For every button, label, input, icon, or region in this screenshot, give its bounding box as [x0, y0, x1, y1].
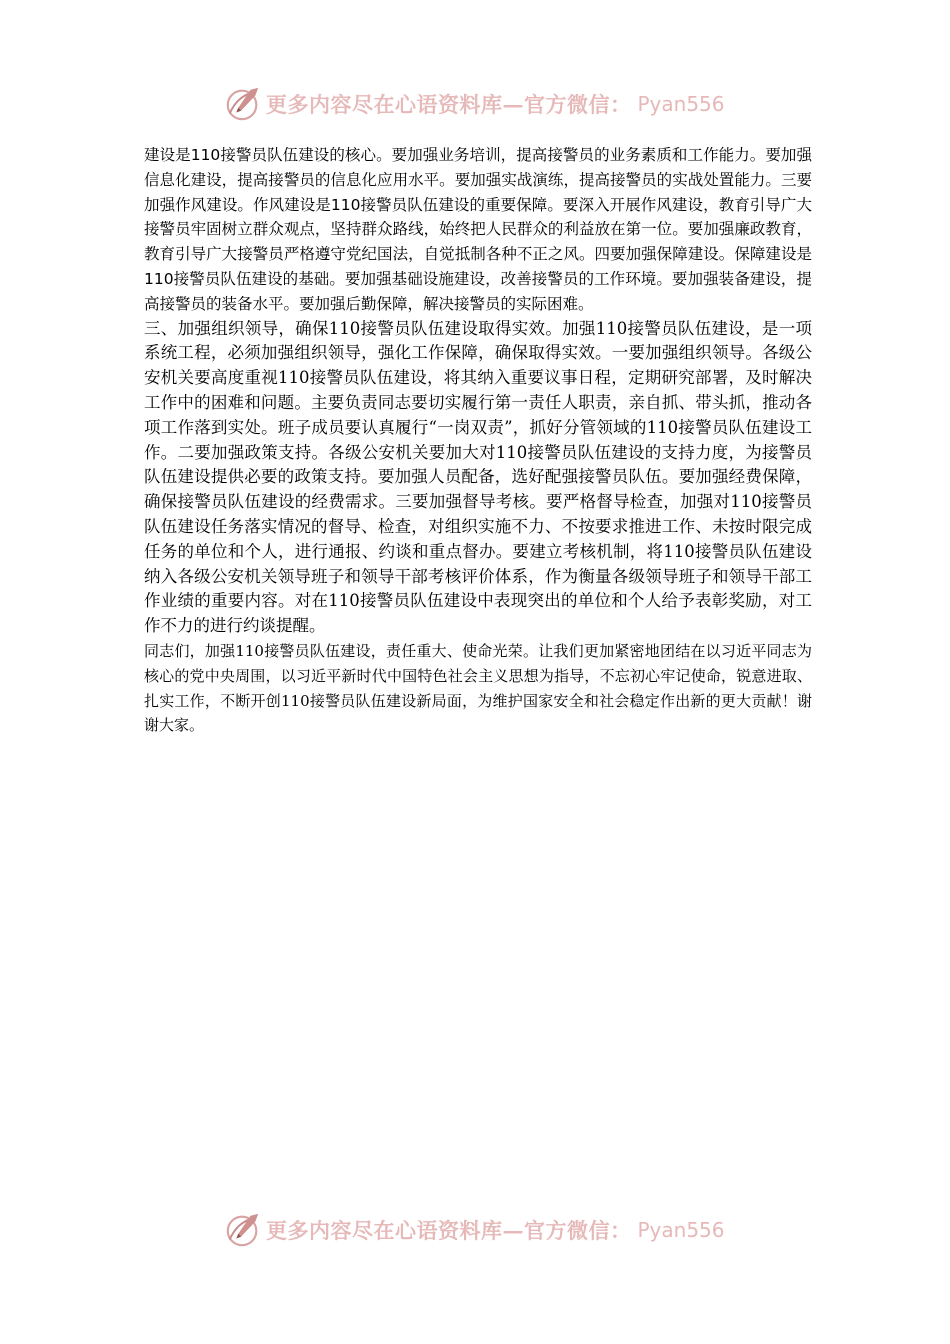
paragraph-3: 同志们，加强110接警员队伍建设，责任重大、使命光荣。让我们更加紧密地团结在以习近平同志为核心的党中央周围，以习近平新时代中国特色社会主义思想为指导，不忘初心牢记使命，锐意进取、扎实工作，不断开创110接警员队伍建设新局面，为维护国家安全和社会稳定作出新的更大贡献！谢谢大家。 — [144, 641, 812, 735]
paragraph-2: 三、加强组织领导，确保110接警员队伍建设取得实效。加强110接警员队伍建设，是一项系统工程，必须加强组织领导，强化工作保障，确保取得实效。一要加强组织领导。各级公安机关要高度重视110接警员队伍建设，将其纳入重要议事日程，定期研究部署，及时解决工作中的困难和问题。主要负责同志要切实履行第一责任人职责，亲自抓、带头抓，推动各项工作落到实处。班子成员要认真履行“一岗双责”，抓好分管领域的110接警员队伍建设工作。二要加强政策支持。各级公安机关要加大对110接警员队伍建设的支持力度，为接警员队伍建设提供必要的政策支持。要加强人员配备，选好配强接警员队伍。要加强经费保障，确保接警员队伍建设的经费需求。三要加强督导考核。要严格督导检查，加强对110接警员队伍建设任务落实情况的督导、检查，对组织实施不力、不按要求推进工作、未按时限完成任务的单位和个人，进行通报、约谈和重点督办。要建立考核机制，将110接警员队伍建设纳入各级公安机关领导班子和领导干部考核评价体系，作为衡量各级领导班子和领导干部工作业绩的重要内容。对在110接警员队伍建设中表现突出的单位和个人给予表彰奖励，对工作不力的进行约谈提醒。 — [144, 318, 812, 636]
watermark-text: 更多内容尽在心语资料库—官方微信： — [266, 92, 632, 117]
footer-watermark — [224, 1210, 744, 1250]
header-watermark — [224, 84, 744, 124]
watermark-text: 更多内容尽在心语资料库—官方微信： — [266, 1218, 632, 1243]
watermark-wechat-id: Pyan556 — [637, 92, 725, 116]
paragraph-1: 建设是110接警员队伍建设的核心。要加强业务培训，提高接警员的业务素质和工作能力。要加强信息化建设，提高接警员的信息化应用水平。要加强实战演练，提高接警员的实战处置能力。三要加强作风建设。作风建设是110接警员队伍建设的重要保障。要深入开展作风建设，教育引导广大接警员牢固树立群众观点，坚持群众路线，始终把人民群众的利益放在第一位。要加强廉政教育，教育引导广大接警员严格遵守党纪国法，自觉抵制各种不正之风。四要加强保障建设。保障建设是110接警员队伍建设的基础。要加强基础设施建设，改善接警员的工作环境。要加强装备建设，提高接警员的装备水平。要加强后勤保障，解决接警员的实际困难。 — [144, 146, 812, 313]
document-body — [144, 143, 812, 738]
watermark-wechat-id: Pyan556 — [637, 1218, 725, 1242]
pen-logo-icon — [224, 85, 262, 123]
pen-logo-icon — [224, 1211, 262, 1249]
